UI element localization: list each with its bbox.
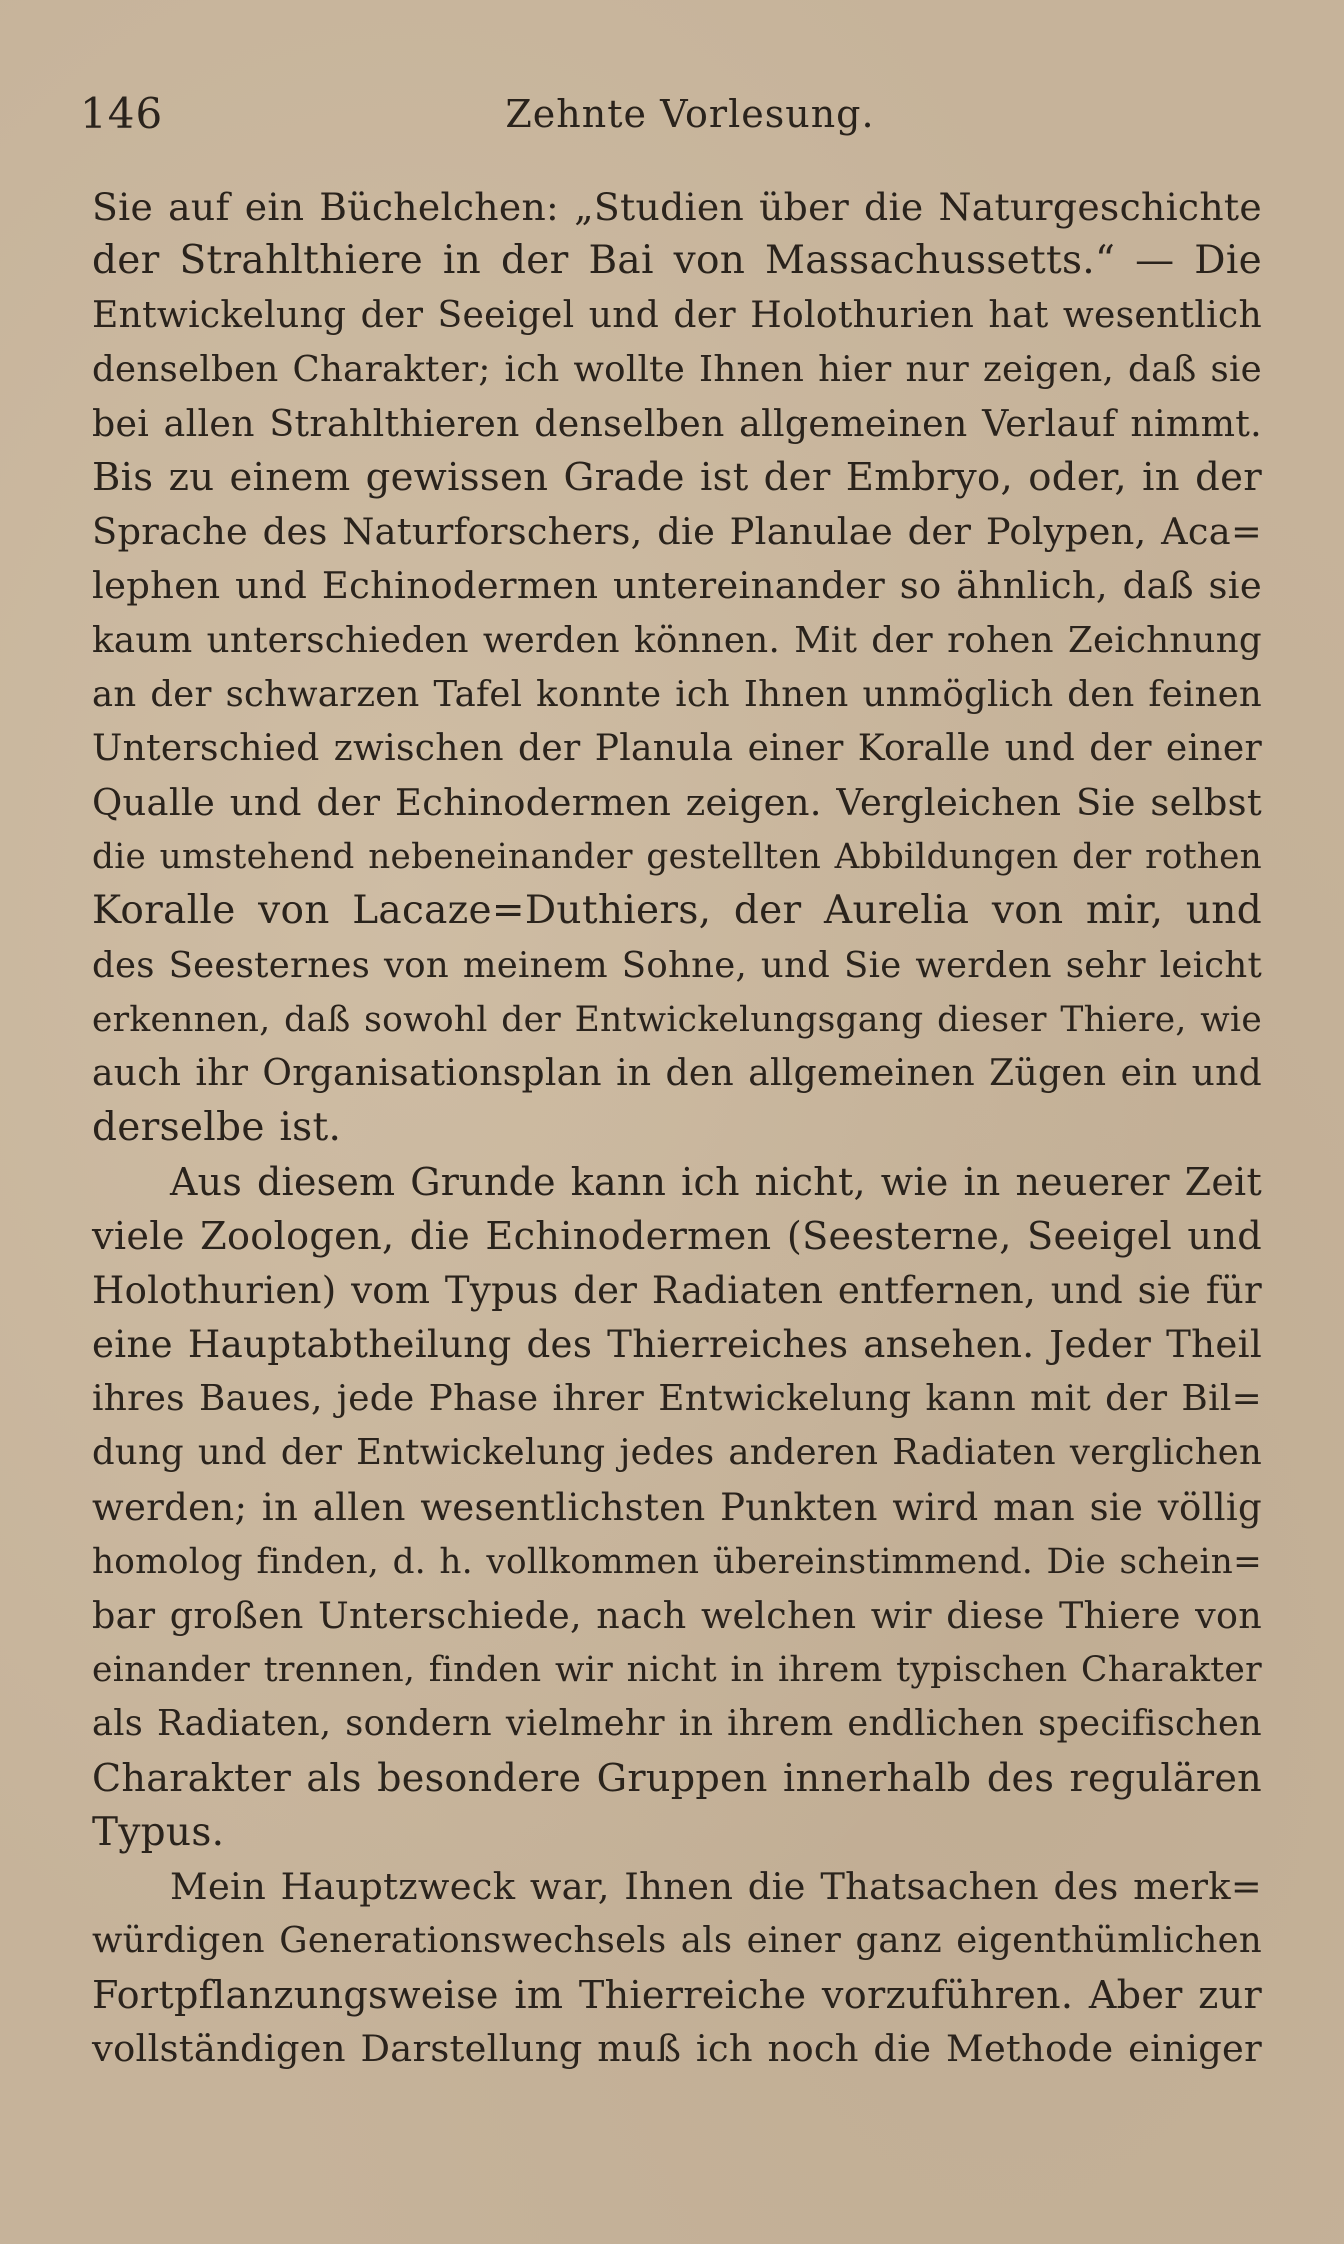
paragraph-first-line: Aus diesem Grunde kann ich nicht, wie in neuerer Zeit bbox=[170, 1160, 1262, 1205]
text-line: bei allen Strahlthieren denselben allgemeinen Verlauf nimmt. bbox=[92, 401, 1262, 445]
text-line: eine Hauptabtheilung des Thierreiches ansehen. Jeder Theil bbox=[92, 1322, 1262, 1366]
text-line: bar großen Unterschiede, nach welchen wir diese Thiere von bbox=[92, 1593, 1262, 1637]
text-line: ihres Baues, jede Phase ihrer Entwickelung kann mit der Bil= bbox=[92, 1378, 1262, 1420]
text-line: Koralle von Lacaze=Duthiers, der Aurelia von mir, und bbox=[92, 888, 1262, 934]
text-line: viele Zoologen, die Echinodermen (Seesterne, Seeigel und bbox=[92, 1214, 1262, 1259]
text-line: Fortpflanzungsweise im Thierreiche vorzuführen. Aber zur bbox=[92, 1973, 1262, 2018]
text-line: dung und der Entwickelung jedes anderen Radiaten verglichen bbox=[92, 1432, 1262, 1474]
text-line: lephen und Echinodermen untereinander so ähnlich, daß sie bbox=[92, 564, 1262, 608]
text-line: würdigen Generationswechsels als einer ganz eigenthümlichen bbox=[92, 1920, 1262, 1961]
text-line: Entwickelung der Seeigel und der Holothurien hat wesentlich bbox=[92, 294, 1262, 337]
text-line: Unterschied zwischen der Planula einer Koralle und der einer bbox=[92, 727, 1262, 769]
text-line: vollständigen Darstellung muß ich noch die Methode einiger bbox=[92, 2027, 1262, 2071]
text-line: homolog finden, d. h. vollkommen übereinstimmend. Die schein= bbox=[92, 1541, 1262, 1582]
text-line: der Strahlthiere in der Bai von Massachussetts.“ — Die bbox=[92, 238, 1262, 284]
text-line: die umstehend nebeneinander gestellten Abbildungen der rothen bbox=[92, 837, 1262, 878]
text-line: Charakter als besondere Gruppen innerhalb des regulären bbox=[92, 1756, 1262, 1801]
page-header bbox=[80, 84, 1260, 144]
text-line: denselben Charakter; ich wollte Ihnen hier nur zeigen, daß sie bbox=[92, 348, 1262, 390]
text-line: Holothurien) vom Typus der Radiaten entfernen, und sie für bbox=[92, 1268, 1262, 1312]
text-line: kaum unterschieden werden können. Mit der rohen Zeichnung bbox=[92, 619, 1262, 661]
text-line: werden; in allen wesentlichsten Punkten wird man sie völlig bbox=[92, 1485, 1262, 1529]
text-line: Sie auf ein Büchelchen: „Studien über die Naturgeschichte bbox=[92, 185, 1262, 229]
body-text bbox=[92, 180, 1262, 2077]
text-line: des Seesternes von meinem Sohne, und Sie werden sehr leicht bbox=[92, 944, 1262, 986]
paragraph-end-line: Typus. bbox=[92, 1809, 225, 1855]
text-line: erkennen, daß sowohl der Entwickelungsgang dieser Thiere, wie bbox=[92, 999, 1262, 1040]
text-line: auch ihr Organisationsplan in den allgemeinen Zügen ein und bbox=[92, 1053, 1262, 1094]
text-line: Bis zu einem gewissen Grade ist der Embryo, oder, in der bbox=[92, 454, 1262, 500]
paragraph-first-line: Mein Hauptzweck war, Ihnen die Thatsachen des merk= bbox=[170, 1864, 1262, 1908]
paragraph-end-line: derselbe ist. bbox=[92, 1105, 342, 1151]
text-line: an der schwarzen Tafel konnte ich Ihnen unmöglich den feinen bbox=[92, 673, 1262, 715]
text-line: Sprache des Naturforschers, die Planulae der Polypen, Aca= bbox=[92, 510, 1262, 554]
text-line: als Radiaten, sondern vielmehr in ihrem endlichen specifischen bbox=[92, 1703, 1262, 1745]
running-head: Zehnte Vorlesung. bbox=[505, 92, 875, 136]
page-number: 146 bbox=[80, 89, 164, 138]
text-line: Qualle und der Echinodermen zeigen. Vergleichen Sie selbst bbox=[92, 781, 1262, 825]
text-line: einander trennen, finden wir nicht in ihrem typischen Charakter bbox=[92, 1650, 1262, 1691]
